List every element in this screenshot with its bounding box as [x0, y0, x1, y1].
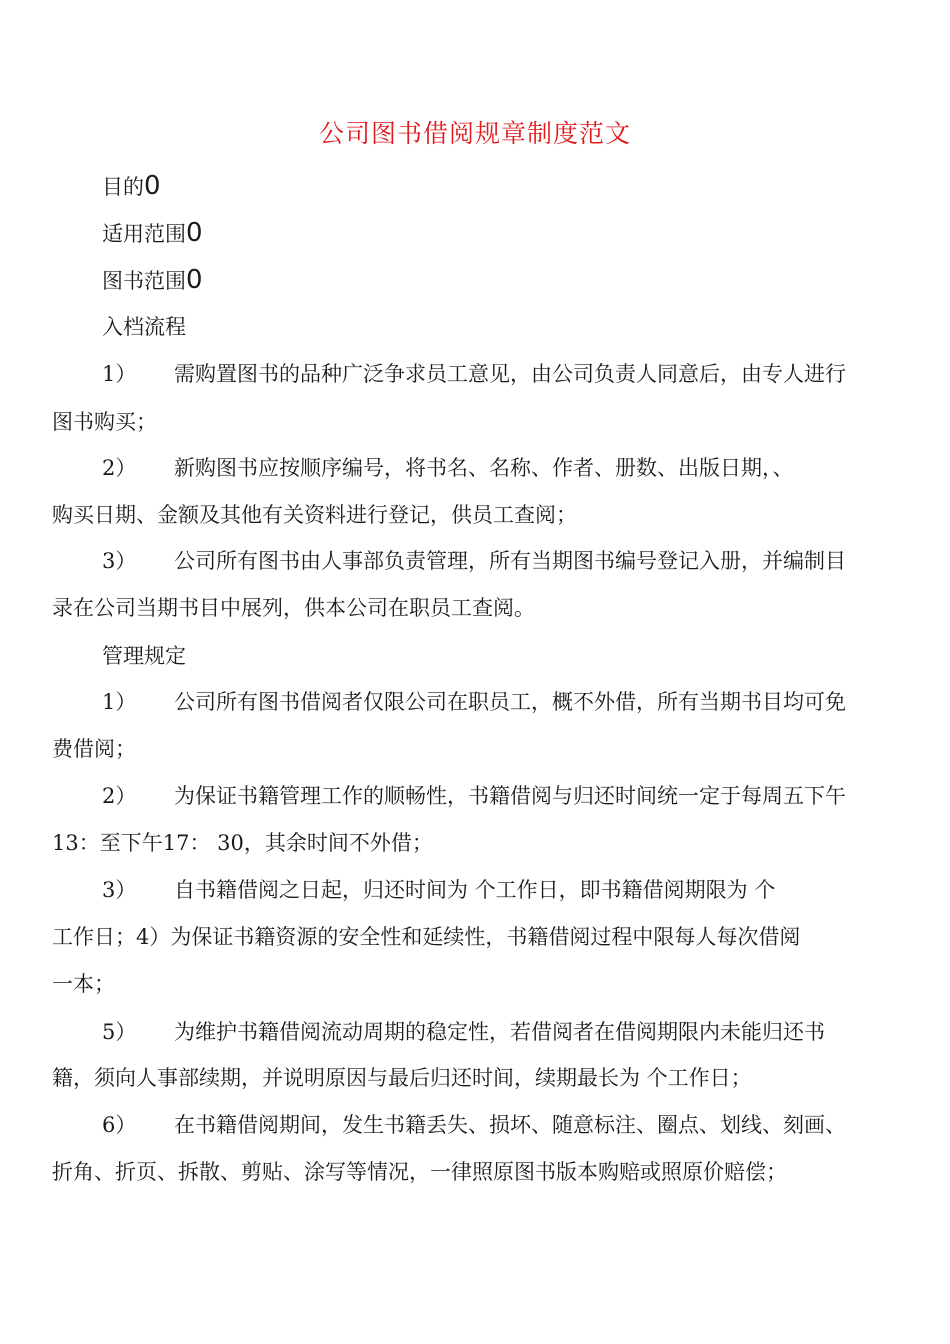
heading-management: 管理规定 — [102, 644, 186, 668]
heading-intake: 入档流程 — [102, 315, 186, 339]
intake-item-2-line1 — [102, 452, 894, 484]
management-item-3-line2: 工作日；4）为保证书籍资源的安全性和延续性，书籍借阅过程中限每人每次借阅 — [52, 925, 801, 949]
management-item-2-line2: 13：至下午17： 30，其余时间不外借； — [52, 831, 433, 855]
management-item-5-line1 — [102, 1016, 894, 1048]
management-item-6-line1 — [102, 1109, 894, 1141]
heading-scope — [102, 217, 203, 250]
book-scope-zero-marker: 0 — [186, 265, 203, 295]
management-item-3-line1 — [102, 874, 894, 906]
intake-item-1-text: 需购置图书的品种广泛争求员工意见，由公司负责人同意后，由专人进行 — [174, 362, 846, 386]
management-item-1-line1 — [102, 686, 894, 718]
management-item-3-line3: 一本； — [52, 972, 115, 996]
scope-zero-marker: 0 — [186, 218, 203, 248]
intake-item-3-line2: 录在公司当期书目中展列，供本公司在职员工查阅。 — [52, 596, 535, 620]
heading-purpose-label: 目的 — [102, 175, 144, 199]
management-item-5-text: 为维护书籍借阅流动周期的稳定性，若借阅者在借阅期限内未能归还书 — [174, 1020, 825, 1044]
management-item-2-number: 2） — [102, 784, 137, 808]
intake-item-1-line1 — [102, 358, 894, 390]
purpose-zero-marker: 0 — [144, 171, 161, 201]
management-item-2-text: 为保证书籍管理工作的顺畅性，书籍借阅与归还时间统一定于每周五下午 — [174, 784, 846, 808]
heading-scope-label: 适用范围 — [102, 222, 186, 246]
management-item-1-line2: 费借阅； — [52, 737, 136, 761]
document-title: 公司图书借阅规章制度范文 — [318, 119, 631, 148]
intake-item-3-number: 3） — [102, 549, 137, 573]
management-item-5-line2: 籍，须向人事部续期，并说明原因与最后归还时间，续期最长为 个工作日； — [52, 1066, 752, 1090]
intake-item-2-line2: 购买日期、金额及其他有关资料进行登记，供员工查阅； — [52, 503, 577, 527]
management-item-1-text: 公司所有图书借阅者仅限公司在职员工，概不外借，所有当期书目均可免 — [174, 690, 846, 714]
management-item-3-number: 3） — [102, 878, 137, 902]
heading-book-scope — [102, 264, 203, 297]
intake-item-3-line1 — [102, 545, 894, 577]
management-item-6-text: 在书籍借阅期间，发生书籍丢失、损坏、随意标注、圈点、划线、刻画、 — [174, 1113, 846, 1137]
management-item-6-line2: 折角、折页、拆散、剪贴、涂写等情况，一律照原图书版本购赔或照原价赔偿； — [52, 1160, 787, 1184]
intake-item-2-text: 新购图书应按顺序编号，将书名、名称、作者、册数、出版日期，、 — [174, 456, 794, 480]
management-item-5-number: 5） — [102, 1020, 137, 1044]
intake-item-1-number: 1） — [102, 362, 137, 386]
intake-item-1-line2: 图书购买； — [52, 410, 157, 434]
management-item-6-number: 6） — [102, 1113, 137, 1137]
management-item-2-line1 — [102, 780, 894, 812]
heading-purpose — [102, 170, 161, 203]
intake-item-3-text: 公司所有图书由人事部负责管理，所有当期图书编号登记入册，并编制目 — [174, 549, 846, 573]
heading-book-scope-label: 图书范围 — [102, 269, 186, 293]
intake-item-2-number: 2） — [102, 456, 137, 480]
management-item-1-number: 1） — [102, 690, 137, 714]
management-item-3-text: 自书籍借阅之日起，归还时间为 个工作日，即书籍借阅期限为 个 — [174, 878, 776, 902]
